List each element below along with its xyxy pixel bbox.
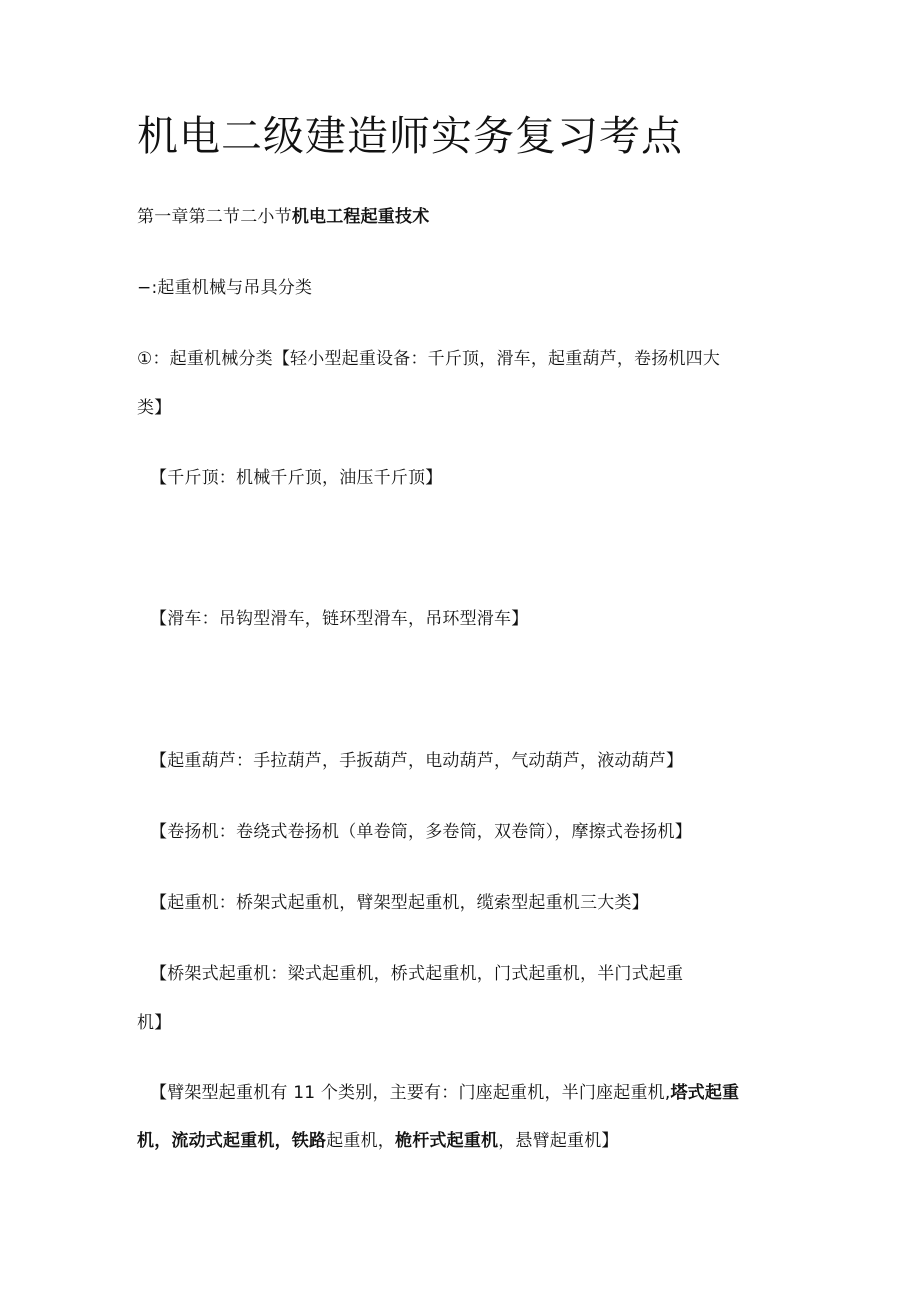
jack-item: 【千斤顶：机械千斤顶，油压千斤顶】 xyxy=(150,468,443,488)
jib-crane-line-2-text-b: ，悬臂起重机】 xyxy=(498,1131,619,1151)
jib-crane-line-2-bold-a: 机，流动式起重机，铁路 xyxy=(137,1131,327,1151)
document-title: 机电二级建造师实务复习考点 xyxy=(137,112,683,160)
bridge-crane-line-1: 【桥架式起重机：梁式起重机，桥式起重机，门式起重机，半门式起重 xyxy=(150,964,684,984)
jib-crane-line-2-text-a: 起重机， xyxy=(326,1131,396,1151)
crane-item: 【起重机：桥架式起重机，臂架型起重机，缆索型起重机三大类】 xyxy=(150,893,649,913)
chapter-heading-topic: 机电工程起重技术 xyxy=(291,207,430,227)
winch-item: 【卷扬机：卷绕式卷扬机（单卷筒，多卷筒，双卷筒），摩擦式卷扬机】 xyxy=(150,822,692,842)
jib-crane-line-1-text: 【臂架型起重机有 11 个类别，主要有：门座起重机，半门座起重机, xyxy=(150,1083,671,1103)
bridge-crane-line-2: 机】 xyxy=(137,1013,172,1033)
pulley-item: 【滑车：吊钩型滑车，链环型滑车，吊环型滑车】 xyxy=(150,609,529,629)
jib-crane-line-2 xyxy=(137,1129,619,1153)
item-one-line-1: ①：起重机械分类【轻小型起重设备：千斤顶，滑车，起重葫芦，卷扬机四大 xyxy=(137,349,721,369)
jib-crane-line-2-bold-b: 桅杆式起重机 xyxy=(395,1131,499,1151)
section-one-heading: −:起重机械与吊具分类 xyxy=(137,278,313,298)
item-one-line-2: 类】 xyxy=(137,398,172,418)
chapter-heading-prefix: 第一章第二节二小节 xyxy=(137,207,292,227)
chapter-heading xyxy=(137,205,429,229)
hoist-item: 【起重葫芦：手拉葫芦，手扳葫芦，电动葫芦，气动葫芦，液动葫芦】 xyxy=(150,751,684,771)
jib-crane-line-1 xyxy=(150,1081,739,1105)
jib-crane-line-1-bold: 塔式起重 xyxy=(670,1083,740,1103)
